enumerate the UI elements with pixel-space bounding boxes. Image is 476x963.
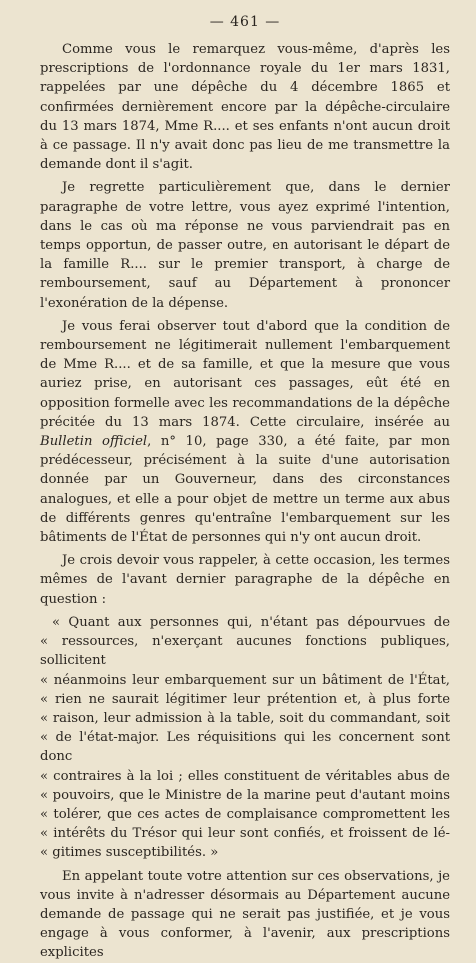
quote-line: « raison, leur admission à la table, soit du commandant, soit (40, 710, 450, 726)
bulletin-title: Bulletin officiel (40, 434, 148, 450)
quote-line: « gitimes susceptibilités. » (40, 845, 219, 861)
paragraph-5: En appelant toute votre attention sur ces observations, je vous invite à n'adresser désormais au Département aucune demande de passage qui ne serait pas justifiée, et je vous engage à vous conformer, à l'avenir, aux prescriptions explicites (40, 868, 450, 961)
paragraph-4: Je crois devoir vous rappeler, à cette occasion, les termes mêmes de l'avant dernier paragraphe de la dépêche en question : (40, 553, 450, 607)
quote-line: « intérêts du Trésor qui leur sont confiés, et froissent de lé- (40, 826, 450, 842)
quoted-passage (40, 613, 450, 863)
quote-line: « néanmoins leur embarquement sur un bâtiment de l'État, (40, 672, 450, 688)
quote-line: « contraires à la loi ; elles constituent de véritables abus de (40, 768, 450, 784)
quote-line: « rien ne saurait légitimer leur prétention et, à plus forte (40, 691, 450, 707)
paragraph-1: Comme vous le remarquez vous-même, d'après les prescriptions de l'ordonnance royale du 1er mars 1831, rappelées par une dépêche du 4 décembre 1865 et confirmées dernièrement encore par la dépêche-circulaire du 13 mars 1874, Mme R.... et ses enfants n'ont aucun droit à ce passage. Il n'y avait donc pas lieu de me transmettre la demande dont il s'agit. (40, 42, 450, 173)
paragraph-2: Je regrette particulièrement que, dans le dernier paragraphe de votre lettre, vous ayez exprimé l'intention, dans le cas où ma réponse ne vous parviendrait pas en temps opportun, de passer outre, en autorisant le départ de la famille R.... sur le premier transport, à charge de remboursement, sauf au Département à prononcer l'exonération de la dépense. (40, 180, 450, 311)
paragraph-3-text-a: Je vous ferai observer tout d'abord que la condition de remboursement ne légitimerait nullement l'embarquement de Mme R.... et de sa famille, et que la mesure que vous auriez prise, en autorisant ces passages, eût été en opposition formelle avec les recommandations de la dépêche précitée du 13 mars 1874. Cette circulaire, insérée au (40, 318, 450, 430)
page-number: — 461 — (209, 14, 281, 30)
quote-line: « tolérer, que ces actes de complaisance compromettent les (40, 806, 450, 822)
quote-line: « ressources, n'exerçant aucunes fonctions publiques, sollicitent (40, 634, 450, 669)
quote-line: « pouvoirs, que le Ministre de la marine peut d'autant moins (40, 787, 450, 803)
quote-line: « de l'état-major. Les réquisitions qui les concernent sont donc (40, 730, 450, 765)
paragraph-3-text-b: , n° 10, page 330, a été faite, par mon prédécesseur, précisément à la suite d'une autorisation donnée par un Gouverneur, dans des circonstances analogues, et elle a pour objet de mettre un terme aux abus de différents genres qu'entraîne l'embarquement sur les bâtiments de l'État de personnes qui n'y ont aucun droit. (40, 434, 450, 546)
quote-line: « Quant aux personnes qui, n'étant pas dépourvues de (52, 614, 450, 630)
paragraph-3 (40, 317, 450, 547)
